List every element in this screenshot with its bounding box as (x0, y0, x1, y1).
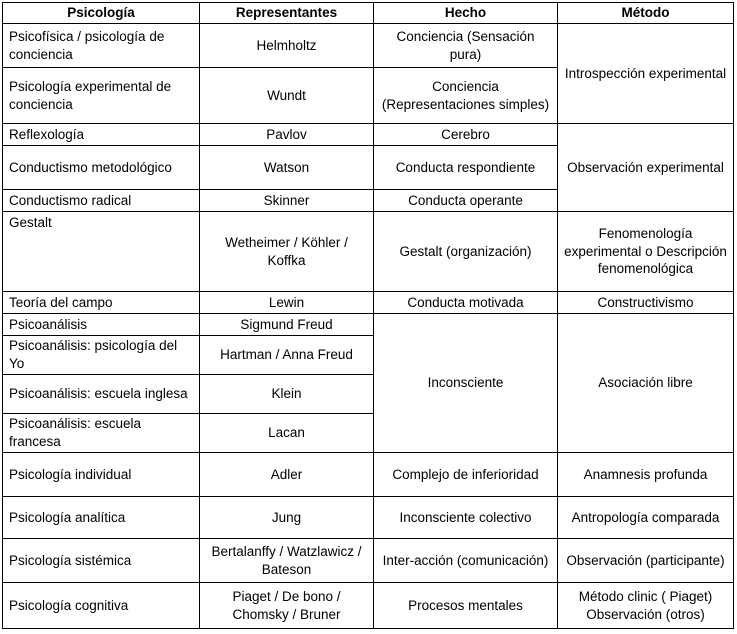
table-row (3, 24, 734, 68)
cell-representantes: Jung (200, 497, 374, 539)
cell-hecho: Conducta motivada (374, 292, 558, 314)
cell-representantes: Wetheimer / Köhler / Koffka (200, 212, 374, 292)
cell-representantes: Helmholtz (200, 24, 374, 68)
cell-psicologia: Conductismo metodológico (3, 146, 200, 190)
cell-hecho: Procesos mentales (374, 583, 558, 629)
cell-metodo: Constructivismo (558, 292, 734, 314)
cell-representantes: Wundt (200, 68, 374, 124)
cell-psicologia: Psicofísica / psicología de conciencia (3, 24, 200, 68)
cell-psicologia: Psicología experimental de conciencia (3, 68, 200, 124)
cell-representantes: Bertalanffy / Watzlawicz / Bateson (200, 539, 374, 583)
cell-metodo: Observación (participante) (558, 539, 734, 583)
cell-hecho: Conducta operante (374, 190, 558, 212)
cell-psicologia: Psicoanálisis: escuela francesa (3, 414, 200, 453)
cell-hecho: Inter-acción (comunicación) (374, 539, 558, 583)
cell-hecho: Inconsciente (374, 314, 558, 453)
cell-psicologia: Psicoanálisis: psicología del Yo (3, 336, 200, 375)
cell-representantes: Piaget / De bono / Chomsky / Bruner (200, 583, 374, 629)
cell-representantes: Skinner (200, 190, 374, 212)
cell-representantes: Sigmund Freud (200, 314, 374, 336)
cell-representantes: Pavlov (200, 124, 374, 146)
table-row (3, 212, 734, 292)
header-hecho: Hecho (374, 3, 558, 24)
cell-psicologia: Teoría del campo (3, 292, 200, 314)
table-row (3, 292, 734, 314)
cell-psicologia: Gestalt (3, 212, 200, 292)
cell-psicologia: Conductismo radical (3, 190, 200, 212)
table-row (3, 314, 734, 336)
cell-metodo: Fenomenología experimental o Descripción fenomenológica (558, 212, 734, 292)
cell-hecho: Conciencia (Representaciones simples) (374, 68, 558, 124)
cell-hecho: Conciencia (Sensación pura) (374, 24, 558, 68)
cell-representantes: Klein (200, 375, 374, 414)
cell-psicologia: Psicología analítica (3, 497, 200, 539)
header-psicologia: Psicología (3, 3, 200, 24)
table-row (3, 453, 734, 497)
cell-representantes: Lacan (200, 414, 374, 453)
header-metodo: Método (558, 3, 734, 24)
header-representantes: Representantes (200, 3, 374, 24)
table-row (3, 539, 734, 583)
cell-hecho: Complejo de inferioridad (374, 453, 558, 497)
cell-representantes: Watson (200, 146, 374, 190)
cell-psicologia: Psicología individual (3, 453, 200, 497)
cell-representantes: Lewin (200, 292, 374, 314)
cell-metodo: Asociación libre (558, 314, 734, 453)
cell-hecho: Cerebro (374, 124, 558, 146)
cell-psicologia: Psicología sistémica (3, 539, 200, 583)
cell-psicologia: Psicoanálisis (3, 314, 200, 336)
header-row (3, 3, 734, 24)
table-row (3, 583, 734, 629)
cell-hecho: Conducta respondiente (374, 146, 558, 190)
psychology-schools-table (2, 2, 734, 629)
table-row (3, 124, 734, 146)
cell-metodo: Antropología comparada (558, 497, 734, 539)
cell-hecho: Inconsciente colectivo (374, 497, 558, 539)
cell-metodo: Anamnesis profunda (558, 453, 734, 497)
cell-psicologia: Psicoanálisis: escuela inglesa (3, 375, 200, 414)
cell-metodo: Introspección experimental (558, 24, 734, 124)
cell-psicologia: Reflexología (3, 124, 200, 146)
cell-psicologia: Psicología cognitiva (3, 583, 200, 629)
cell-representantes: Adler (200, 453, 374, 497)
cell-metodo: Observación experimental (558, 124, 734, 212)
cell-representantes: Hartman / Anna Freud (200, 336, 374, 375)
cell-metodo: Método clinic ( Piaget) Observación (otros) (558, 583, 734, 629)
table-row (3, 497, 734, 539)
cell-hecho: Gestalt (organización) (374, 212, 558, 292)
